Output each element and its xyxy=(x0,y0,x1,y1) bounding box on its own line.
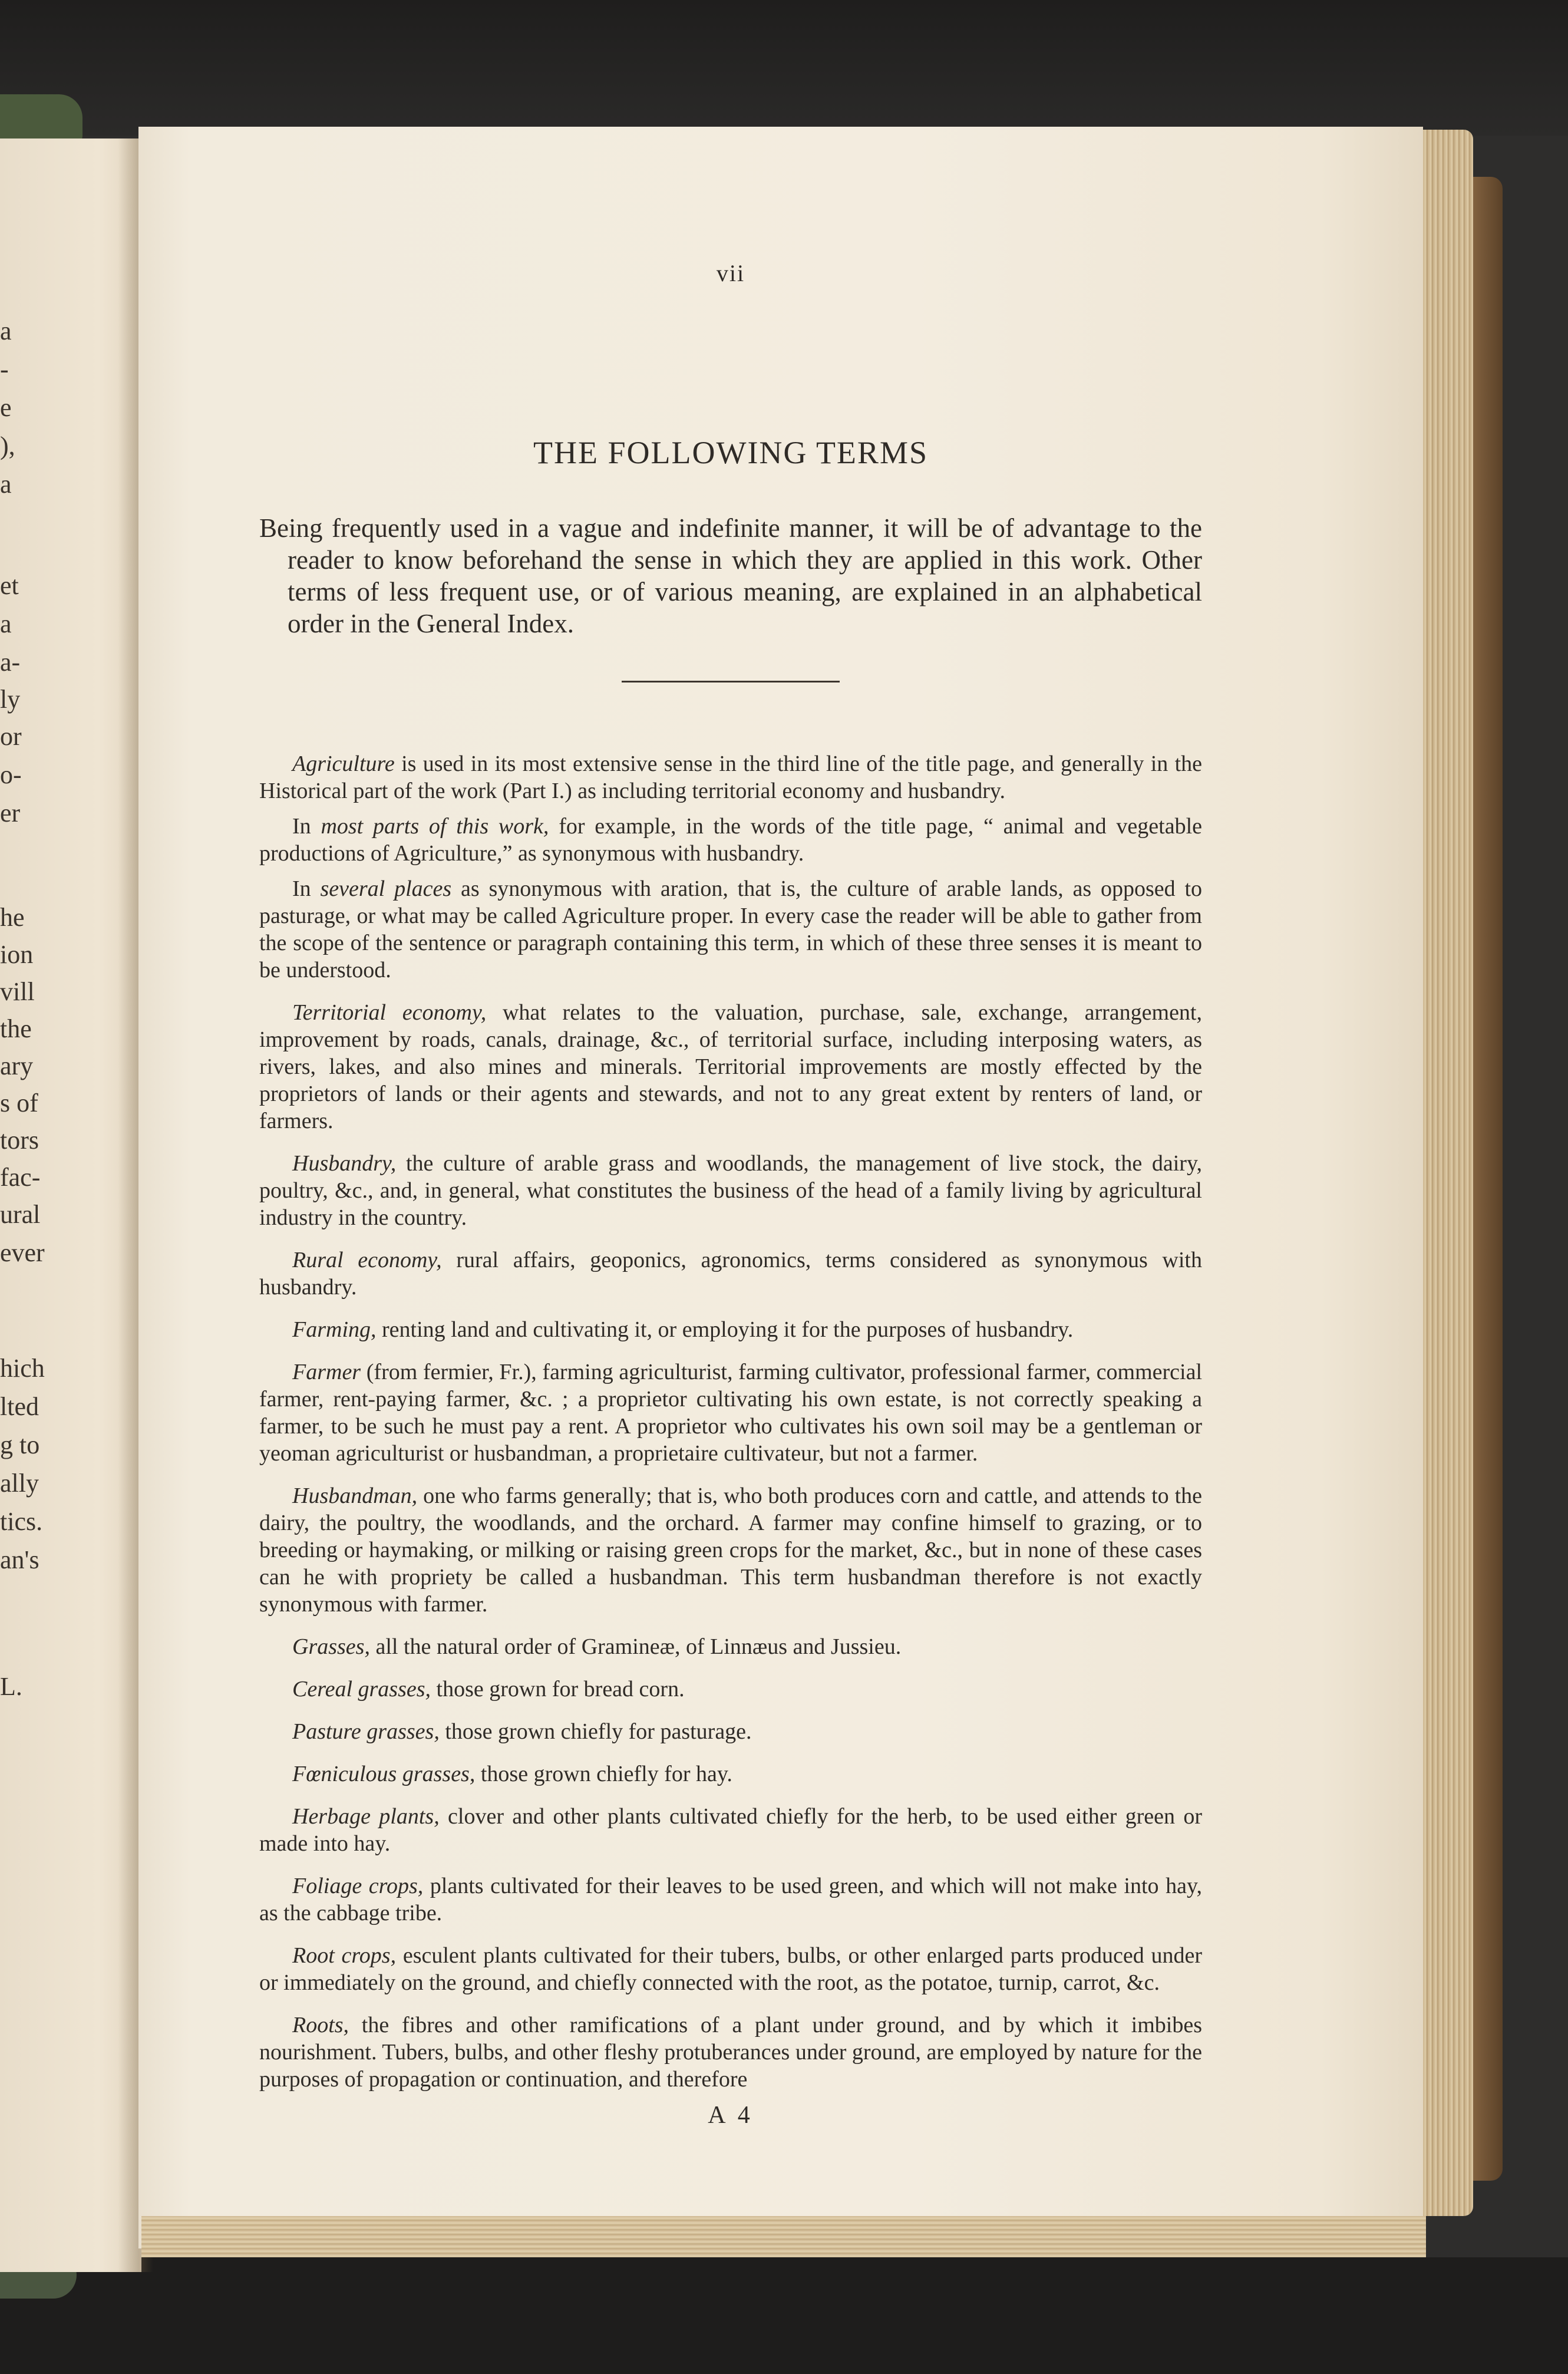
entry-term: several places xyxy=(320,876,452,901)
left-fragment: ion xyxy=(0,940,34,969)
definition-entry xyxy=(259,813,1202,867)
entry-text: as synonymous with aration, that is, the culture of arable lands, as opposed to pasturage, or what may be called Agriculture proper. In every case the reader will be able to gather from the scope of the sentence or paragraph containing this term, in which of these three senses it is meant to be understood. xyxy=(259,876,1203,982)
left-fragment: ly xyxy=(0,685,21,714)
left-fragment: L. xyxy=(0,1672,22,1701)
entry-term: most parts of this work, xyxy=(321,814,549,839)
entry-text: (from fermier, Fr.), farming agriculturist, farming cultivator, professional farmer, commercial farmer, rent-paying farmer, &c. ; a proprietor cultivating his own estate, is not correctly speaking a farmer, to be such he must pay a rent. A proprietor who cultivates his own soil may be a gentleman or yeoman agriculturist or husbandman, a proprietaire cultivateur, but not a farmer. xyxy=(259,1360,1202,1466)
entry-term: Pasture grasses, xyxy=(292,1719,440,1744)
left-fragment: fac- xyxy=(0,1163,41,1192)
entry-text: those grown for bread corn. xyxy=(431,1677,685,1702)
entry-term: Rural economy, xyxy=(292,1248,442,1272)
left-fragment: er xyxy=(0,799,21,827)
definition-entry xyxy=(259,750,1202,804)
left-fragment: ally xyxy=(0,1469,39,1498)
entry-text: the culture of arable grass and woodlands, the management of live stock, the dairy, poultry, &c., and, in general, what constitutes the business of the head of a family living by agricultural industry in the country. xyxy=(259,1151,1202,1230)
entry-term: Herbage plants, xyxy=(292,1804,440,1829)
entry-text: one who farms generally; that is, who both produces corn and cattle, and attends to the dairy, the poultry, the woodlands, and the orchard. A farmer may confine himself to grazing, or to breeding or haymaking, or milking or raising green crops for the market, &c., but in none of these cases can he with propriety be called a husbandman. This term husbandman therefore is not exactly synonymous with farmer. xyxy=(259,1483,1202,1617)
entry-term: Root crops, xyxy=(292,1943,397,1968)
left-fragment: tics. xyxy=(0,1507,43,1536)
left-fragment: an's xyxy=(0,1545,39,1574)
entry-term: Roots, xyxy=(292,2013,349,2037)
entry-term: Husbandry, xyxy=(292,1151,397,1176)
left-fragment: or xyxy=(0,722,22,751)
definition-entry xyxy=(259,1247,1202,1301)
page-number: vii xyxy=(716,260,745,286)
left-fragment: hich xyxy=(0,1354,45,1383)
left-fragment: ary xyxy=(0,1051,34,1080)
definition-entry xyxy=(259,1633,1202,1660)
definition-entry xyxy=(259,2012,1202,2093)
entry-text: is used in its most extensive sense in the third line of the title page, and generally in the Historical part of the work (Part I.) as including territorial economy and husbandry. xyxy=(259,751,1202,803)
entry-term: Farmer xyxy=(292,1360,361,1384)
entry-text: clover and other plants cultivated chiefly for the herb, to be used either green or made into hay. xyxy=(259,1804,1202,1856)
left-fragment: tors xyxy=(0,1126,39,1155)
entry-term: Territorial economy, xyxy=(292,1000,487,1025)
definition-entry xyxy=(259,999,1202,1135)
entry-term: Farming, xyxy=(292,1317,377,1342)
entry-term: Foliage crops, xyxy=(292,1874,424,1898)
left-fragment: o- xyxy=(0,760,22,789)
page-title: THE FOLLOWING TERMS xyxy=(533,435,928,470)
entry-text: those grown chiefly for pasturage. xyxy=(439,1719,752,1744)
entry-term: Agriculture xyxy=(292,751,395,776)
backdrop-top xyxy=(0,0,1568,136)
definition-entry xyxy=(259,1150,1202,1231)
entry-text: rural affairs, geoponics, agronomics, terms considered as synonymous with husbandry. xyxy=(259,1248,1202,1300)
definition-entry xyxy=(259,1718,1202,1745)
left-fragment: he xyxy=(0,903,25,932)
definition-entry xyxy=(259,1803,1202,1857)
entry-text: esculent plants cultivated for their tubers, bulbs, or other enlarged parts produced under or immediately on the ground, and chiefly connected with the root, as the potatoe, turnip, carrot, &c. xyxy=(259,1943,1202,1995)
left-fragment: a xyxy=(0,470,12,499)
page-bottom-edge xyxy=(141,2216,1426,2257)
entry-text: plants cultivated for their leaves to be used green, and which will not make into hay, as the cabbage tribe. xyxy=(259,1874,1202,1925)
backdrop-bottom xyxy=(0,2257,1568,2374)
entry-term: Cereal grasses, xyxy=(292,1677,431,1702)
left-fragment: the xyxy=(0,1014,32,1043)
definition-entry xyxy=(259,1359,1202,1467)
entry-text: all the natural order of Gramineæ, of Linnæus and Jussieu. xyxy=(369,1634,902,1659)
definition-entry xyxy=(259,1482,1202,1618)
left-fragment: a xyxy=(0,316,12,345)
left-fragment: et xyxy=(0,571,19,600)
left-fragment: a- xyxy=(0,648,21,677)
left-fragment: s of xyxy=(0,1089,38,1117)
entry-text: renting land and cultivating it, or employing it for the purposes of husbandry. xyxy=(376,1317,1074,1342)
left-page-text-fragments xyxy=(0,0,141,2374)
entry-term: Husbandman, xyxy=(292,1483,418,1508)
entry-text: those grown chiefly for hay. xyxy=(475,1762,732,1786)
definition-entry xyxy=(259,1872,1202,1927)
entry-term: Grasses, xyxy=(292,1634,370,1659)
left-fragment: e xyxy=(0,393,12,422)
entry-prefix: In xyxy=(292,814,321,839)
entry-prefix: In xyxy=(292,876,321,901)
left-fragment: g to xyxy=(0,1430,40,1459)
left-fragment: vill xyxy=(0,977,35,1006)
left-fragment: - xyxy=(0,355,9,384)
entry-text: what relates to the valuation, purchase, sale, exchange, arrangement, improvement by roads, canals, drainage, &c., of territorial surface, including interposing waters, as rivers, lakes, and also mines and minerals. Territorial improvements are mostly effected by the proprietors of lands or their agents and stewards, and not to any great extent by renters of land, or farmers. xyxy=(259,1000,1202,1133)
left-fragment: a xyxy=(0,609,12,638)
divider-rule xyxy=(622,681,840,682)
signature-mark: A 4 xyxy=(708,2102,754,2129)
definition-entry xyxy=(259,1760,1202,1788)
left-fragment: ural xyxy=(0,1200,41,1229)
definition-entry xyxy=(259,1316,1202,1343)
left-fragment: lted xyxy=(0,1392,39,1421)
left-fragment: ), xyxy=(0,431,15,460)
entry-term: Fœniculous grasses, xyxy=(292,1762,476,1786)
definition-entry xyxy=(259,875,1202,984)
entry-text: for example, in the words of the title page, “ animal and vegetable productions of Agriculture,” as synonymous with husbandry. xyxy=(259,814,1203,866)
entry-text: the fibres and other ramifications of a plant under ground, and by which it imbibes nourishment. Tubers, bulbs, and other fleshy protuberances under ground, are employed by nature for the purposes of propagation or continuation, and therefore xyxy=(259,2013,1202,2092)
left-fragment: ever xyxy=(0,1238,45,1267)
definition-entry xyxy=(259,1942,1202,1996)
intro-paragraph: Being frequently used in a vague and indefinite manner, it will be of advantage to the reader to know beforehand the sense in which they are applied in this work. Other terms of less frequent use, or of various meaning, are explained in an alphabetical order in the General Index. xyxy=(259,513,1202,638)
page-content xyxy=(259,259,1202,2129)
definition-entry xyxy=(259,1676,1202,1703)
